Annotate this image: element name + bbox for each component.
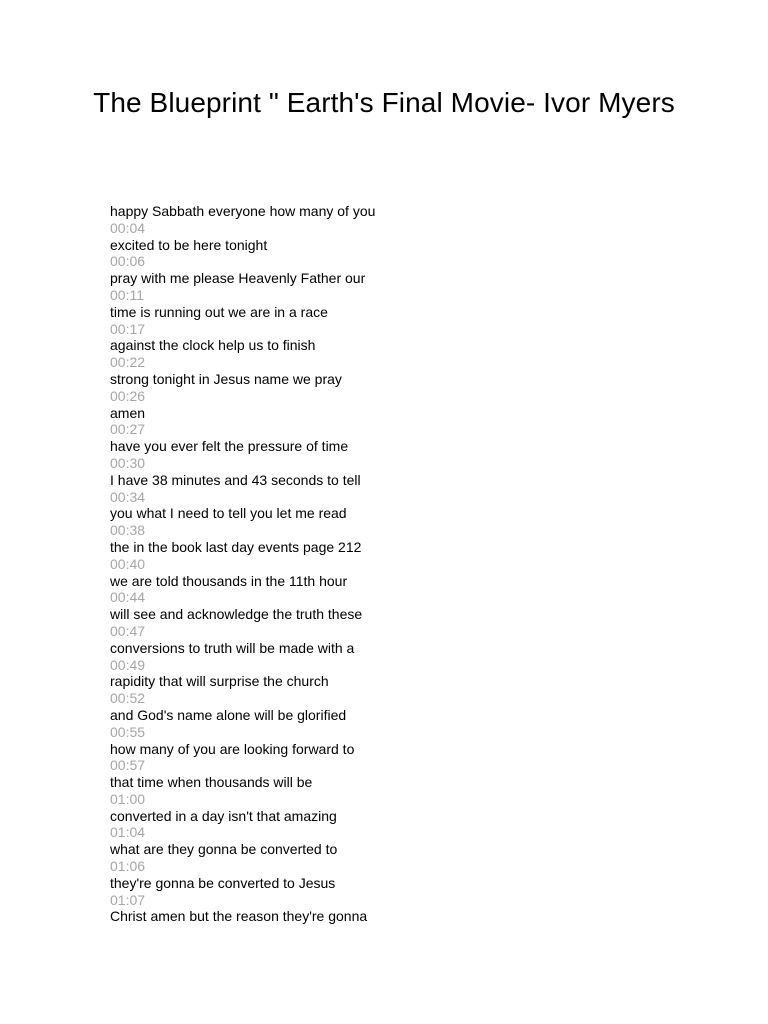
timestamp: 01:00 [110, 790, 146, 807]
timestamp: 01:06 [110, 858, 146, 875]
transcript-line: time is running out we are in a race [110, 303, 328, 320]
timestamp: 01:07 [110, 891, 146, 908]
transcript-line: rapidity that will surprise the church [110, 673, 329, 690]
transcript-entry [110, 337, 670, 371]
transcript-list [110, 203, 670, 925]
transcript-entry [110, 304, 670, 338]
transcript-entry [110, 774, 670, 808]
transcript-entry [110, 539, 670, 573]
transcript-entry [110, 875, 670, 909]
timestamp: 00:30 [110, 454, 146, 471]
transcript-entry [110, 808, 670, 842]
timestamp: 00:52 [110, 690, 146, 707]
timestamp: 00:44 [110, 589, 146, 606]
transcript-line: that time when thousands will be [110, 774, 313, 791]
transcript-entry [110, 438, 670, 472]
timestamp: 00:34 [110, 488, 146, 505]
transcript-line: will see and acknowledge the truth these [110, 606, 363, 623]
transcript-line: conversions to truth will be made with a [110, 639, 355, 656]
transcript-entry [110, 371, 670, 405]
timestamp: 00:38 [110, 522, 146, 539]
transcript-line: have you ever felt the pressure of time [110, 438, 349, 455]
transcript-entry [110, 270, 670, 304]
transcript-entry [110, 203, 670, 237]
transcript-line: Christ amen but the reason they're gonna [110, 908, 368, 925]
timestamp: 01:04 [110, 824, 146, 841]
timestamp: 00:26 [110, 387, 146, 404]
transcript-line: what are they gonna be converted to [110, 841, 338, 858]
transcript-line: excited to be here tonight [110, 236, 268, 253]
timestamp: 00:06 [110, 253, 146, 270]
transcript-entry [110, 606, 670, 640]
timestamp: 00:22 [110, 354, 146, 371]
transcript-entry [110, 237, 670, 271]
timestamp: 00:47 [110, 622, 146, 639]
transcript-line: and God's name alone will be glorified [110, 706, 347, 723]
transcript-line: the in the book last day events page 212 [110, 538, 362, 555]
transcript-line: pray with me please Heavenly Father our [110, 270, 366, 287]
timestamp: 00:17 [110, 320, 146, 337]
timestamp: 00:57 [110, 757, 146, 774]
timestamp: 00:11 [110, 286, 144, 303]
transcript-line: how many of you are looking forward to [110, 740, 355, 757]
transcript-line: amen [110, 404, 146, 421]
timestamp: 00:49 [110, 656, 146, 673]
transcript-entry [110, 673, 670, 707]
document-title: The Blueprint " Earth's Final Movie- Ivor Myers [93, 87, 675, 118]
transcript-entry [110, 640, 670, 674]
transcript-line: happy Sabbath everyone how many of you [110, 203, 376, 219]
transcript-entry [110, 741, 670, 775]
timestamp: 00:55 [110, 723, 146, 740]
transcript-entry [110, 841, 670, 875]
transcript-entry [110, 707, 670, 741]
transcript-entry [110, 908, 670, 925]
timestamp: 00:04 [110, 219, 146, 236]
transcript-line: strong tonight in Jesus name we pray [110, 370, 342, 387]
transcript-entry [110, 472, 670, 506]
transcript-line: we are told thousands in the 11th hour [110, 572, 348, 589]
timestamp: 00:27 [110, 421, 146, 438]
transcript-entry [110, 405, 670, 439]
transcript-line: I have 38 minutes and 43 seconds to tell [110, 471, 361, 488]
transcript-line: converted in a day isn't that amazing [110, 807, 337, 824]
timestamp: 00:40 [110, 555, 146, 572]
transcript-entry [110, 505, 670, 539]
transcript-line: they're gonna be converted to Jesus [110, 874, 336, 891]
transcript-entry [110, 573, 670, 607]
transcript-line: against the clock help us to finish [110, 337, 316, 354]
transcript-line: you what I need to tell you let me read [110, 505, 347, 522]
